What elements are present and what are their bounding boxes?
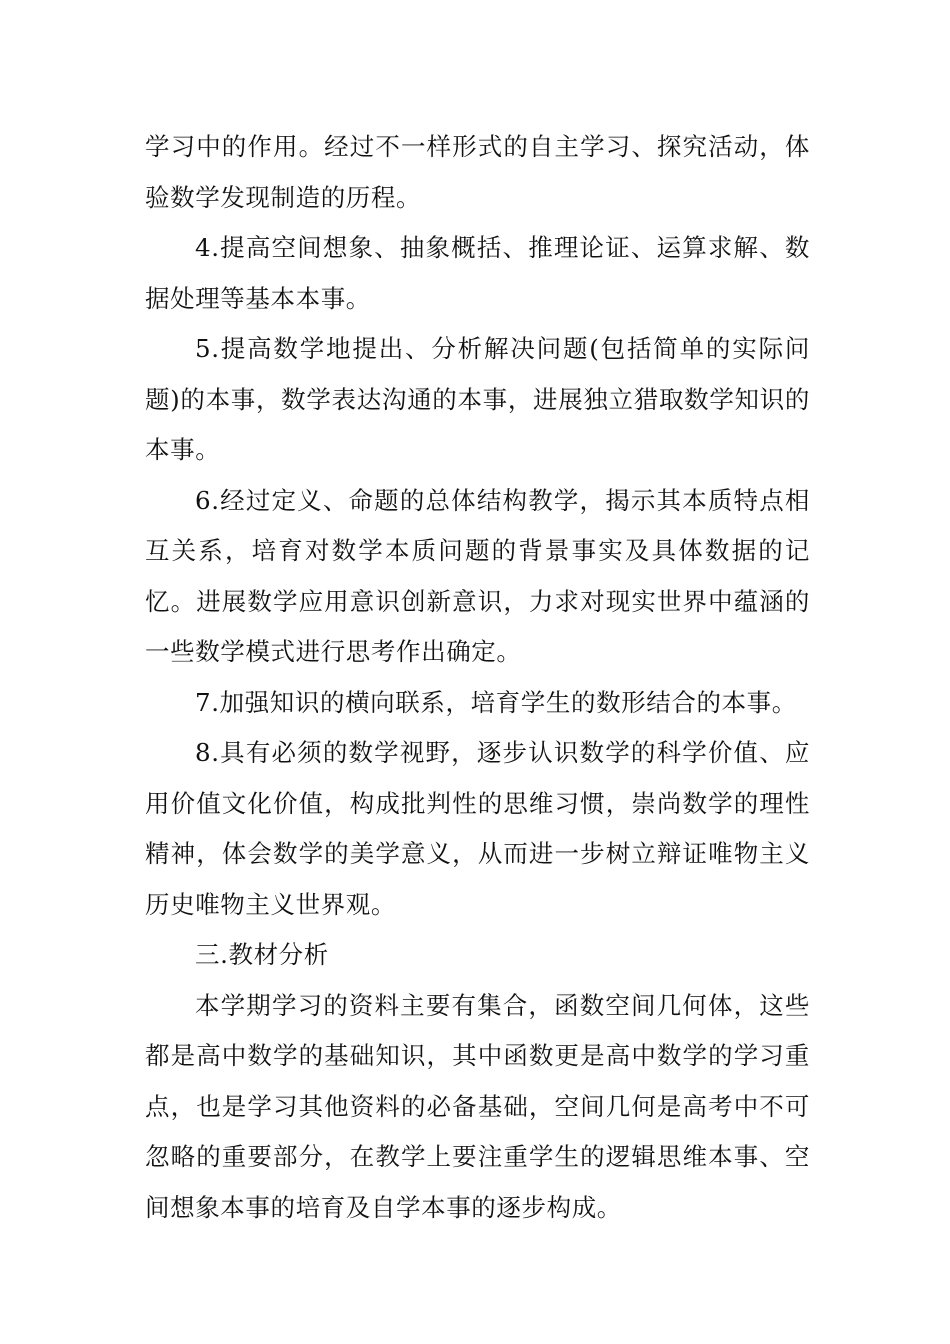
- paragraph-1: 学习中的作用。经过不一样形式的自主学习、探究活动，体验数学发现制造的历程。: [145, 132, 810, 212]
- paragraph-6: 8.具有必须的数学视野，逐步认识数学的科学价值、应用价值文化价值，构成批判性的思维习惯，崇尚数学的理性精神，体会数学的美学意义，从而进一步树立辩证唯物主义历史唯物主义世界观。: [145, 738, 810, 919]
- paragraph-5: 7.加强知识的横向联系，培育学生的数形结合的本事。: [195, 687, 797, 717]
- section-heading: 三.教材分析: [195, 940, 329, 969]
- document-page: [145, 122, 810, 1233]
- paragraph-7: 本学期学习的资料主要有集合，函数空间几何体，这些都是高中数学的基础知识，其中函数更是高中数学的学习重点，也是学习其他资料的必备基础，空间几何是高考中不可忽略的重要部分，在教学上要注重学生的逻辑思维本事、空间想象本事的培育及自学本事的逐步构成。: [145, 990, 810, 1222]
- paragraph-2: 4.提高空间想象、抽象概括、推理论证、运算求解、数据处理等基本本事。: [145, 233, 810, 313]
- paragraph-3: 5.提高数学地提出、分析解决问题(包括简单的实际问题)的本事，数学表达沟通的本事，进展独立猎取数学知识的本事。: [145, 334, 810, 464]
- paragraph-4: 6.经过定义、命题的总体结构教学，揭示其本质特点相互关系，培育对数学本质问题的背景事实及具体数据的记忆。进展数学应用意识创新意识，力求对现实世界中蕴涵的一些数学模式进行思考作出确定。: [145, 485, 810, 666]
